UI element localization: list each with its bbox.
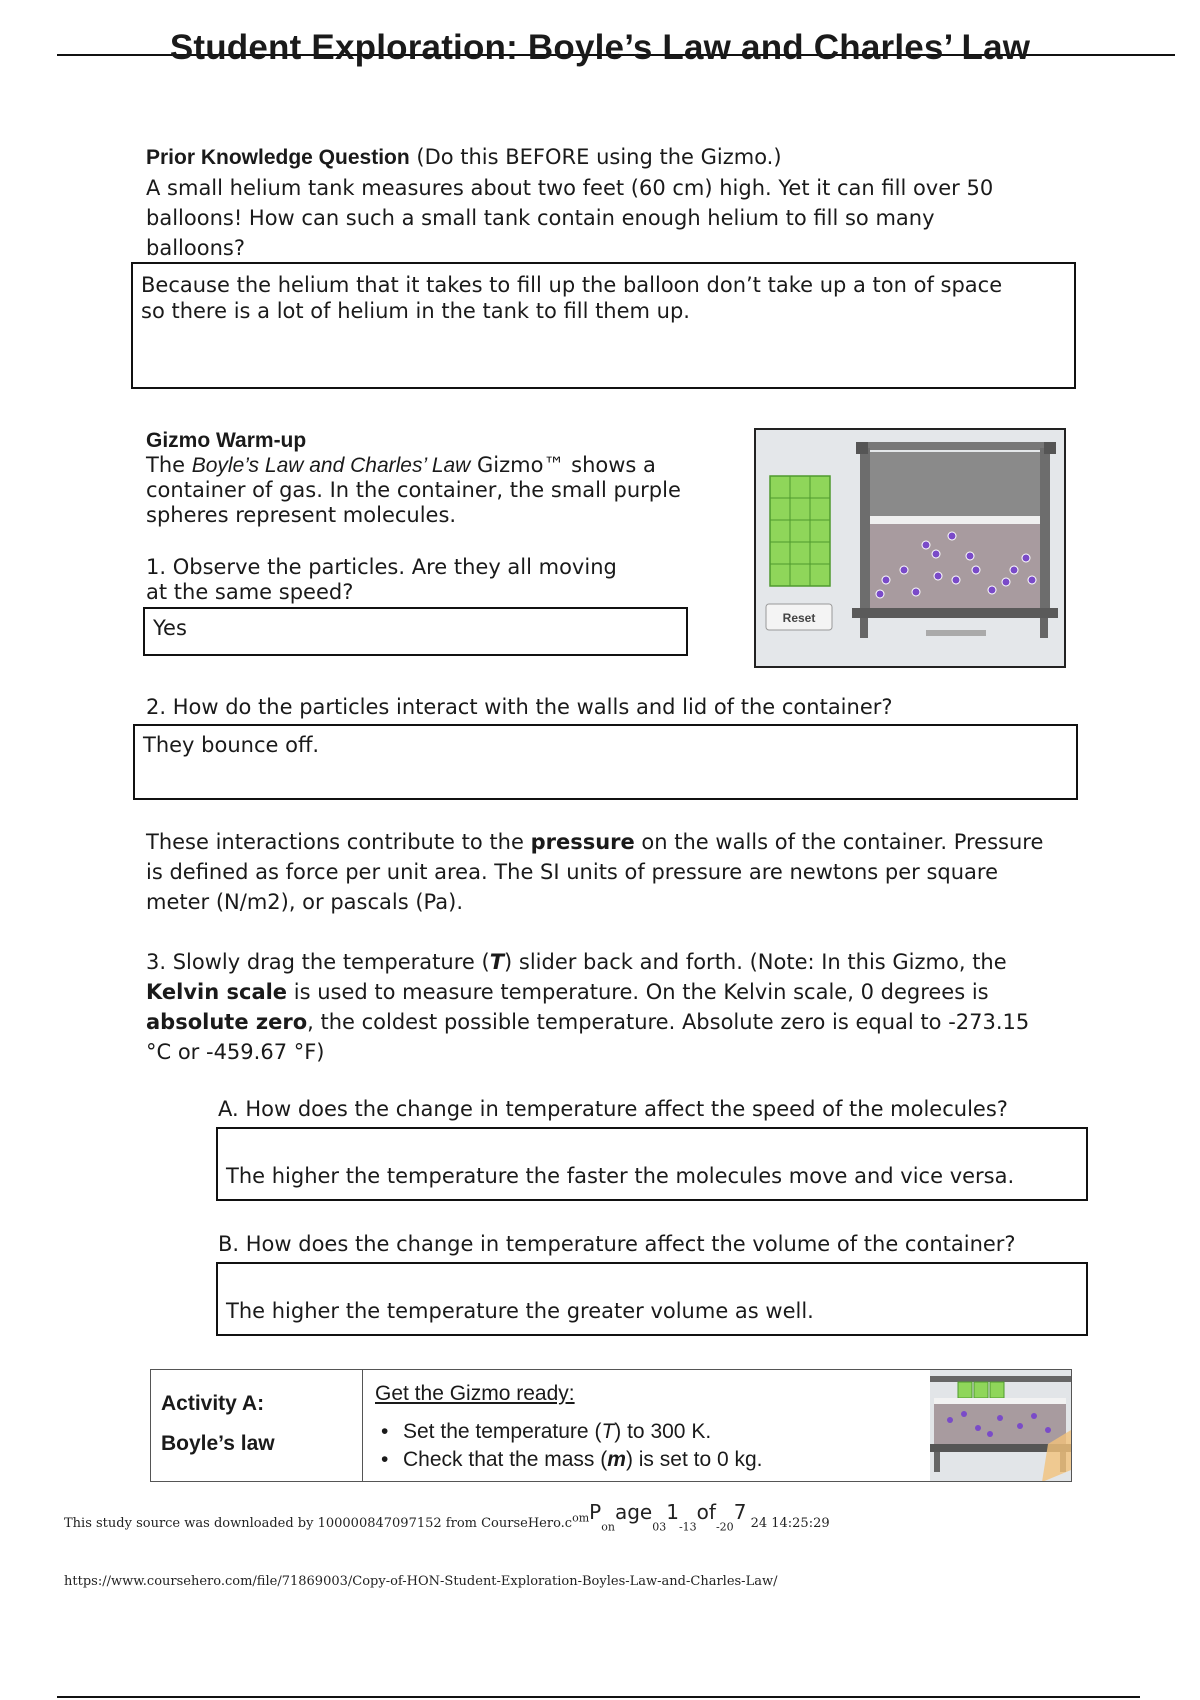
gizmo-screenshot xyxy=(754,428,1066,668)
q3a-question: A. How does the change in temperature affect the speed of the molecules? xyxy=(218,1097,1008,1121)
pressure-pre: These interactions contribute to the xyxy=(146,830,531,854)
prior-knowledge-section xyxy=(146,142,1106,263)
thumbnail-molecule xyxy=(947,1417,953,1423)
molecule xyxy=(952,576,960,584)
q3a-answer: The higher the temperature the faster the molecules move and vice versa. xyxy=(226,1164,1015,1188)
pressure-post: on the walls of the container. Pressure xyxy=(634,830,1044,854)
activity-label: Activity A: xyxy=(161,1392,265,1415)
molecule xyxy=(1010,566,1018,574)
page-number: 1 xyxy=(666,1500,679,1524)
activity-a-table xyxy=(150,1369,1072,1482)
activity-label-cell xyxy=(151,1370,363,1481)
molecule xyxy=(934,572,942,580)
q2-answer: They bounce off. xyxy=(143,733,320,757)
molecule xyxy=(988,586,996,594)
footer-source-line xyxy=(64,1500,830,1534)
thumbnail-molecule xyxy=(987,1431,993,1437)
page-total: 7 xyxy=(733,1500,747,1524)
warmup-line3: spheres represent molecules. xyxy=(146,503,457,527)
molecule xyxy=(948,532,956,540)
pressure-line3: meter (N/m2), or pascals (Pa). xyxy=(146,890,463,914)
page-title: Student Exploration: Boyle’s Law and Charles’ Law xyxy=(169,28,1031,67)
thumbnail-molecule xyxy=(1031,1413,1037,1419)
q3-line1-pre: 3. Slowly drag the temperature ( xyxy=(146,950,490,974)
footer-source: This study source was downloaded by 100000847097152 from CourseHero.c xyxy=(64,1516,573,1531)
prior-question-line2: balloons! How can such a small tank contain enough helium to fill so many xyxy=(146,206,935,230)
bottom-rule xyxy=(57,1696,1140,1698)
gizmo-illustration xyxy=(756,430,1066,668)
warmup-section xyxy=(146,428,736,605)
footer-date-month: 03 xyxy=(652,1520,667,1534)
thumbnail-molecule xyxy=(1045,1427,1051,1433)
molecule xyxy=(876,590,884,598)
thumbnail-molecule xyxy=(997,1415,1003,1421)
prior-heading: Prior Knowledge Question xyxy=(146,146,410,169)
molecule xyxy=(1002,578,1010,586)
footer-om: om xyxy=(572,1511,590,1525)
footer-date-day: -13 xyxy=(678,1520,697,1534)
setup-step-temperature: • Set the temperature (T) to 300 K. xyxy=(375,1418,763,1446)
molecule xyxy=(900,566,908,574)
activity-gizmo-thumbnail xyxy=(930,1370,1071,1481)
gizmo-ready-heading: Get the Gizmo ready: xyxy=(375,1382,575,1405)
page-letter-g: g xyxy=(627,1500,640,1524)
q3-paragraph xyxy=(146,947,1106,1067)
molecule xyxy=(1022,554,1030,562)
kelvin-scale-term: Kelvin scale xyxy=(146,980,288,1004)
prior-answer-line1: Because the helium that it takes to fill up the balloon don’t take up a ton of space xyxy=(141,273,1003,297)
warmup-intro-post: Gizmo™ shows a xyxy=(470,453,656,477)
pressure-paragraph xyxy=(146,827,1106,917)
pressure-line2: is defined as force per unit area. The SI units of pressure are newtons per square xyxy=(146,860,998,884)
absolute-zero-term: absolute zero xyxy=(146,1010,308,1034)
q3-line1-post: ) slider back and forth. (Note: In this Gizmo, the xyxy=(504,950,1007,974)
prior-note: (Do this BEFORE using the Gizmo.) xyxy=(409,145,782,169)
q3b-answer: The higher the temperature the greater volume as well. xyxy=(226,1299,814,1323)
gizmo-name: Boyle’s Law and Charles’ Law xyxy=(191,454,471,477)
q1-answer: Yes xyxy=(153,616,187,640)
molecule xyxy=(882,576,890,584)
page-letter-P: P xyxy=(589,1500,602,1524)
q3-line4: °C or -459.67 °F) xyxy=(146,1040,325,1064)
thumbnail-molecule xyxy=(961,1411,967,1417)
pressure-term: pressure xyxy=(530,830,635,854)
thumbnail-molecule xyxy=(975,1425,981,1431)
page-letter-a: a xyxy=(614,1500,628,1524)
prior-answer-line2: so there is a lot of helium in the tank to fill them up. xyxy=(141,299,690,323)
footer-date-year: -20 xyxy=(715,1520,734,1534)
q3b-question: B. How does the change in temperature affect the volume of the container? xyxy=(218,1232,1016,1256)
q3-line3-post: , the coldest possible temperature. Absolute zero is equal to -273.15 xyxy=(307,1010,1030,1034)
footer-on: on xyxy=(601,1520,615,1534)
molecule xyxy=(922,541,930,549)
warmup-line2: container of gas. In the container, the small purple xyxy=(146,478,681,502)
q2-answer-box[interactable] xyxy=(133,724,1078,800)
q3b-answer-box[interactable] xyxy=(216,1262,1088,1336)
molecule xyxy=(972,566,980,574)
q3-temperature-var: T xyxy=(489,950,505,974)
page-letter-e: e xyxy=(639,1500,653,1524)
molecule xyxy=(932,550,940,558)
prior-answer-box[interactable] xyxy=(131,262,1076,389)
setup-steps xyxy=(375,1418,763,1474)
thumbnail-molecule xyxy=(1017,1423,1023,1429)
q1-line1: 1. Observe the particles. Are they all moving xyxy=(146,555,617,579)
q3-line2-post: is used to measure temperature. On the Kelvin scale, 0 degrees is xyxy=(287,980,989,1004)
activity-topic: Boyle’s law xyxy=(161,1432,275,1455)
q1-line2: at the same speed? xyxy=(146,580,354,604)
page-letter-o: o xyxy=(696,1500,709,1524)
q1-answer-box[interactable] xyxy=(143,607,688,656)
page-letter-f: f xyxy=(708,1500,716,1524)
prior-question-line3: balloons? xyxy=(146,236,245,260)
reset-button-label[interactable]: Reset xyxy=(782,611,816,625)
q2-question: 2. How do the particles interact with the walls and lid of the container? xyxy=(146,695,893,719)
molecule xyxy=(966,552,974,560)
q3a-answer-box[interactable] xyxy=(216,1127,1088,1201)
warmup-intro-pre: The xyxy=(146,453,192,477)
footer-url[interactable]: https://www.coursehero.com/file/71869003/Copy-of-HON-Student-Exploration-Boyles-Law-and-Charles-Law/ xyxy=(64,1574,778,1589)
molecule xyxy=(912,588,920,596)
mass-blocks xyxy=(770,476,830,586)
footer-time: 24 14:25:29 xyxy=(750,1516,830,1531)
molecule xyxy=(1028,576,1036,584)
warmup-heading: Gizmo Warm-up xyxy=(146,429,307,452)
setup-step-mass: • Check that the mass (m) is set to 0 kg. xyxy=(375,1446,763,1474)
prior-question-line1: A small helium tank measures about two feet (60 cm) high. Yet it can fill over 50 xyxy=(146,176,994,200)
